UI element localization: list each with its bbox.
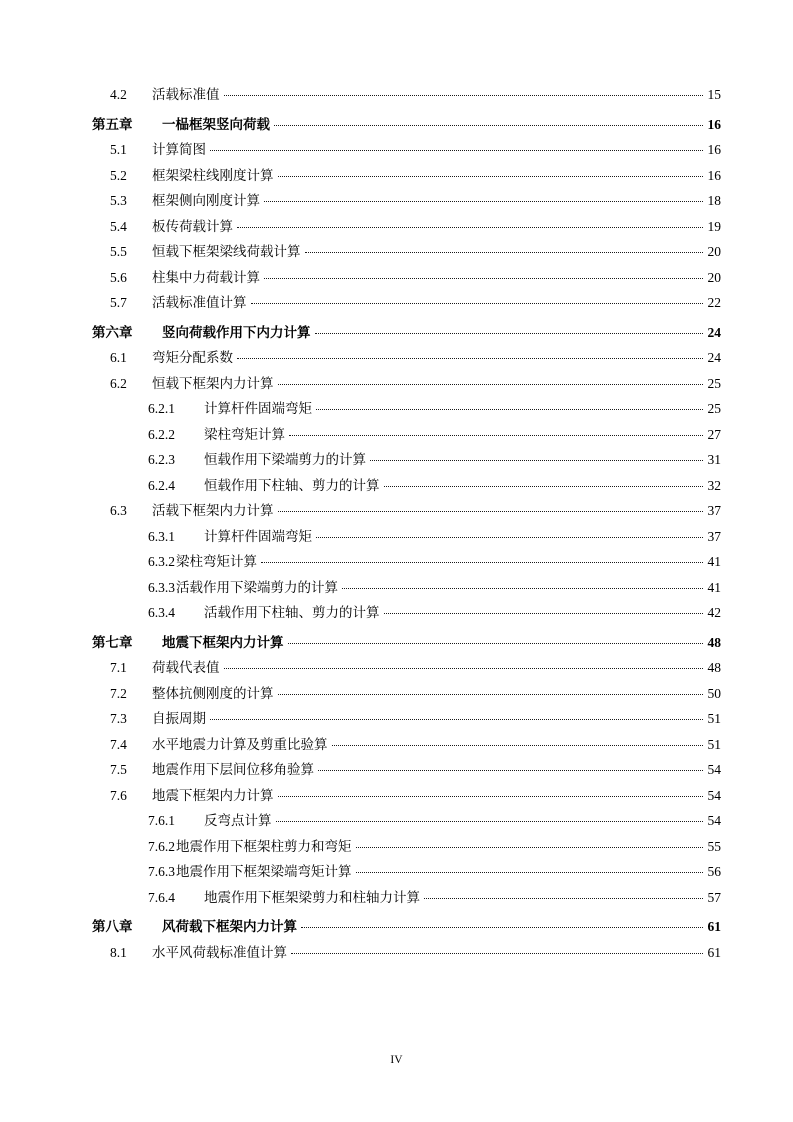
toc-entry-page-number: 31 bbox=[707, 452, 721, 467]
toc-entry-label bbox=[110, 946, 287, 960]
toc-leader-dots bbox=[224, 95, 704, 96]
toc-entry[interactable] bbox=[72, 220, 721, 234]
toc-entry-number: 5.2 bbox=[110, 167, 127, 183]
toc-entry[interactable] bbox=[72, 169, 721, 183]
toc-entry-label bbox=[110, 763, 314, 777]
table-of-contents bbox=[72, 88, 721, 959]
toc-entry[interactable] bbox=[72, 118, 721, 132]
toc-entry-number: 5.5 bbox=[110, 244, 127, 259]
toc-entry-title: 恒载下框架内力计算 bbox=[152, 375, 274, 391]
toc-entry-number: 5.3 bbox=[110, 193, 127, 208]
toc-entry-page-number: 54 bbox=[707, 787, 721, 803]
toc-entry-title: 恒载作用下柱轴、剪力的计算 bbox=[204, 477, 380, 493]
toc-leader-dots bbox=[237, 358, 703, 359]
toc-leader-dots bbox=[264, 201, 703, 202]
toc-entry-page-number: 24 bbox=[707, 350, 721, 365]
toc-entry-title: 地震下框架内力计算 bbox=[162, 634, 284, 650]
toc-entry-title: 计算杆件固端弯矩 bbox=[204, 401, 312, 416]
toc-entry-number: 7.6.3 bbox=[148, 864, 175, 879]
toc-entry-number: 7.1 bbox=[110, 660, 127, 675]
toc-entry-page-number: 41 bbox=[707, 579, 721, 595]
toc-entry-number: 7.6 bbox=[110, 787, 127, 803]
toc-entry-title: 地震下框架内力计算 bbox=[152, 787, 274, 803]
toc-leader-dots bbox=[278, 176, 704, 177]
toc-entry-label bbox=[92, 326, 311, 340]
toc-entry[interactable] bbox=[72, 920, 721, 934]
toc-entry-label bbox=[110, 143, 206, 157]
toc-entry-title: 计算简图 bbox=[152, 142, 206, 157]
toc-entry-title: 梁柱弯矩计算 bbox=[176, 554, 257, 569]
toc-entry[interactable] bbox=[72, 428, 721, 442]
toc-entry-title: 梁柱弯矩计算 bbox=[204, 426, 285, 442]
toc-entry-label bbox=[148, 428, 285, 442]
toc-entry-label bbox=[110, 789, 274, 803]
toc-leader-dots bbox=[370, 460, 703, 461]
toc-entry-number: 5.6 bbox=[110, 269, 127, 285]
toc-entry-number: 8.1 bbox=[110, 944, 127, 960]
toc-entry-number: 4.2 bbox=[110, 87, 127, 102]
toc-entry[interactable] bbox=[72, 946, 721, 960]
toc-entry-page-number: 51 bbox=[707, 711, 721, 726]
toc-leader-dots bbox=[274, 125, 703, 126]
toc-leader-dots bbox=[237, 227, 703, 228]
toc-entry-title: 活载下框架内力计算 bbox=[152, 503, 274, 518]
toc-entry[interactable] bbox=[72, 687, 721, 701]
toc-leader-dots bbox=[424, 898, 703, 899]
toc-entry-label bbox=[148, 840, 352, 854]
toc-entry-label bbox=[110, 661, 220, 675]
toc-entry[interactable] bbox=[72, 738, 721, 752]
toc-entry-number: 6.2.3 bbox=[148, 452, 175, 467]
toc-entry[interactable] bbox=[72, 789, 721, 803]
toc-entry-number: 7.5 bbox=[110, 762, 127, 777]
toc-entry-title: 柱集中力荷载计算 bbox=[152, 269, 260, 285]
toc-entry-title: 恒载下框架梁线荷载计算 bbox=[152, 244, 301, 259]
toc-entry-page-number: 16 bbox=[707, 116, 721, 132]
toc-entry-page-number: 61 bbox=[707, 919, 721, 934]
toc-entry-title: 水平地震力计算及剪重比验算 bbox=[152, 736, 328, 752]
toc-entry-page-number: 32 bbox=[707, 477, 721, 493]
toc-entry-number: 6.2.1 bbox=[148, 401, 175, 416]
toc-entry-label bbox=[148, 530, 312, 544]
toc-entry[interactable] bbox=[72, 606, 721, 620]
toc-entry-number: 第六章 bbox=[92, 324, 133, 340]
toc-leader-dots bbox=[384, 613, 704, 614]
toc-entry[interactable] bbox=[72, 143, 721, 157]
toc-entry-page-number: 18 bbox=[707, 193, 721, 208]
toc-leader-dots bbox=[384, 486, 704, 487]
toc-entry-label bbox=[110, 194, 260, 208]
toc-leader-dots bbox=[356, 847, 704, 848]
toc-leader-dots bbox=[315, 333, 704, 334]
toc-entry-label bbox=[110, 88, 220, 102]
toc-entry-label bbox=[148, 479, 380, 493]
toc-entry-label bbox=[148, 891, 420, 905]
toc-entry-title: 活载标准值计算 bbox=[152, 295, 247, 310]
toc-entry-title: 地震作用下框架柱剪力和弯矩 bbox=[176, 838, 352, 854]
toc-leader-dots bbox=[251, 303, 704, 304]
toc-entry[interactable] bbox=[72, 891, 721, 905]
toc-entry-number: 7.3 bbox=[110, 711, 127, 726]
toc-entry-label bbox=[92, 920, 297, 934]
toc-entry-page-number: 50 bbox=[707, 685, 721, 701]
toc-entry-label bbox=[148, 865, 352, 879]
toc-leader-dots bbox=[276, 821, 704, 822]
toc-leader-dots bbox=[264, 278, 703, 279]
toc-entry-title: 活载作用下梁端剪力的计算 bbox=[176, 579, 338, 595]
toc-leader-dots bbox=[278, 796, 704, 797]
toc-entry-page-number: 22 bbox=[707, 295, 721, 310]
toc-entry[interactable] bbox=[72, 840, 721, 854]
toc-leader-dots bbox=[278, 511, 704, 512]
toc-entry-title: 荷载代表值 bbox=[152, 660, 220, 675]
toc-entry-label bbox=[110, 271, 260, 285]
toc-entry-number: 7.6.1 bbox=[148, 813, 175, 828]
toc-entry-label bbox=[110, 738, 328, 752]
toc-leader-dots bbox=[210, 719, 703, 720]
toc-entry-title: 反弯点计算 bbox=[204, 813, 272, 828]
toc-entry-page-number: 25 bbox=[707, 375, 721, 391]
toc-entry-label bbox=[110, 220, 233, 234]
toc-entry-title: 活载标准值 bbox=[152, 87, 220, 102]
toc-entry[interactable] bbox=[72, 453, 721, 467]
toc-entry[interactable] bbox=[72, 402, 721, 416]
toc-entry-label bbox=[110, 504, 274, 518]
toc-entry-title: 计算杆件固端弯矩 bbox=[204, 528, 312, 544]
toc-entry-number: 6.2.2 bbox=[148, 426, 175, 442]
toc-leader-dots bbox=[356, 872, 704, 873]
toc-entry-label bbox=[110, 169, 274, 183]
toc-entry[interactable] bbox=[72, 636, 721, 650]
page-number-footer: IV bbox=[390, 1054, 403, 1066]
toc-entry[interactable] bbox=[72, 504, 721, 518]
toc-entry-number: 第五章 bbox=[92, 116, 133, 132]
toc-entry[interactable] bbox=[72, 377, 721, 391]
toc-leader-dots bbox=[288, 643, 704, 644]
toc-entry-page-number: 16 bbox=[707, 142, 721, 157]
toc-entry-page-number: 20 bbox=[707, 269, 721, 285]
toc-leader-dots bbox=[318, 770, 703, 771]
toc-entry-number: 6.3.4 bbox=[148, 605, 175, 620]
toc-entry-page-number: 24 bbox=[707, 324, 721, 340]
toc-entry-page-number: 42 bbox=[707, 605, 721, 620]
toc-entry-page-number: 48 bbox=[707, 660, 721, 675]
toc-leader-dots bbox=[261, 562, 703, 563]
toc-entry[interactable] bbox=[72, 555, 721, 569]
toc-entry-title: 竖向荷载作用下内力计算 bbox=[162, 324, 311, 340]
toc-entry-label bbox=[148, 814, 272, 828]
toc-entry-number: 第七章 bbox=[92, 634, 133, 650]
toc-entry[interactable] bbox=[72, 581, 721, 595]
toc-entry-title: 框架侧向刚度计算 bbox=[152, 193, 260, 208]
toc-entry-number: 5.4 bbox=[110, 218, 127, 234]
toc-entry[interactable] bbox=[72, 712, 721, 726]
toc-entry-label bbox=[110, 351, 233, 365]
toc-entry-number: 6.3.3 bbox=[148, 579, 175, 595]
toc-entry[interactable] bbox=[72, 88, 721, 102]
toc-entry-number: 6.2 bbox=[110, 375, 127, 391]
toc-entry-title: 水平风荷载标准值计算 bbox=[152, 944, 287, 960]
toc-leader-dots bbox=[278, 384, 704, 385]
toc-entry[interactable] bbox=[72, 814, 721, 828]
toc-entry[interactable] bbox=[72, 351, 721, 365]
toc-entry-page-number: 48 bbox=[707, 634, 721, 650]
toc-entry-title: 地震作用下框架梁端弯矩计算 bbox=[176, 864, 352, 879]
toc-entry-label bbox=[110, 296, 247, 310]
toc-entry-number: 6.2.4 bbox=[148, 477, 175, 493]
toc-entry-page-number: 54 bbox=[707, 762, 721, 777]
toc-entry[interactable] bbox=[72, 296, 721, 310]
toc-entry-page-number: 61 bbox=[707, 944, 721, 960]
toc-entry-page-number: 57 bbox=[707, 889, 721, 905]
toc-entry-title: 整体抗侧刚度的计算 bbox=[152, 685, 274, 701]
toc-leader-dots bbox=[289, 435, 703, 436]
toc-entry-label bbox=[148, 402, 312, 416]
toc-entry-label bbox=[110, 712, 206, 726]
toc-entry-label bbox=[92, 118, 270, 132]
toc-entry-number: 5.7 bbox=[110, 295, 127, 310]
toc-leader-dots bbox=[342, 588, 703, 589]
toc-leader-dots bbox=[332, 745, 704, 746]
toc-leader-dots bbox=[210, 150, 703, 151]
toc-leader-dots bbox=[301, 927, 703, 928]
toc-entry[interactable] bbox=[72, 479, 721, 493]
toc-entry-number: 第八章 bbox=[92, 919, 133, 934]
toc-entry-label bbox=[92, 636, 284, 650]
toc-entry-number: 5.1 bbox=[110, 142, 127, 157]
toc-entry-label bbox=[148, 555, 257, 569]
toc-leader-dots bbox=[291, 953, 703, 954]
toc-entry-page-number: 15 bbox=[707, 87, 721, 102]
toc-entry-page-number: 37 bbox=[707, 503, 721, 518]
toc-leader-dots bbox=[316, 537, 703, 538]
toc-entry-number: 6.3.1 bbox=[148, 528, 175, 544]
toc-entry-page-number: 16 bbox=[707, 167, 721, 183]
toc-entry-title: 框架梁柱线刚度计算 bbox=[152, 167, 274, 183]
toc-entry-page-number: 27 bbox=[707, 426, 721, 442]
toc-entry[interactable] bbox=[72, 661, 721, 675]
toc-entry[interactable] bbox=[72, 271, 721, 285]
toc-entry-number: 7.6.4 bbox=[148, 889, 175, 905]
toc-entry-title: 活载作用下柱轴、剪力的计算 bbox=[204, 605, 380, 620]
toc-entry[interactable] bbox=[72, 326, 721, 340]
toc-entry-label bbox=[110, 245, 301, 259]
toc-leader-dots bbox=[278, 694, 704, 695]
toc-entry-title: 恒载作用下梁端剪力的计算 bbox=[204, 452, 366, 467]
toc-entry-label bbox=[148, 606, 380, 620]
toc-entry-page-number: 56 bbox=[707, 864, 721, 879]
toc-entry-number: 6.3 bbox=[110, 503, 127, 518]
toc-entry[interactable] bbox=[72, 865, 721, 879]
toc-entry-title: 地震作用下框架梁剪力和柱轴力计算 bbox=[204, 889, 420, 905]
toc-leader-dots bbox=[305, 252, 704, 253]
toc-entry[interactable] bbox=[72, 245, 721, 259]
toc-entry-page-number: 51 bbox=[707, 736, 721, 752]
toc-entry-title: 弯矩分配系数 bbox=[152, 350, 233, 365]
toc-entry-number: 7.4 bbox=[110, 736, 127, 752]
toc-entry-number: 6.3.2 bbox=[148, 554, 175, 569]
toc-entry-page-number: 55 bbox=[707, 838, 721, 854]
toc-entry-title: 一榀框架竖向荷载 bbox=[162, 116, 270, 132]
toc-entry[interactable] bbox=[72, 763, 721, 777]
toc-entry-title: 风荷载下框架内力计算 bbox=[162, 919, 297, 934]
toc-entry-page-number: 19 bbox=[707, 218, 721, 234]
toc-entry-label bbox=[148, 581, 338, 595]
toc-entry-number: 7.2 bbox=[110, 685, 127, 701]
toc-entry-page-number: 41 bbox=[707, 554, 721, 569]
toc-entry-page-number: 37 bbox=[707, 528, 721, 544]
toc-entry[interactable] bbox=[72, 194, 721, 208]
toc-entry-title: 自振周期 bbox=[152, 711, 206, 726]
toc-entry-number: 7.6.2 bbox=[148, 838, 175, 854]
toc-leader-dots bbox=[224, 668, 704, 669]
toc-entry-title: 地震作用下层间位移角验算 bbox=[152, 762, 314, 777]
toc-leader-dots bbox=[316, 409, 703, 410]
toc-entry-page-number: 54 bbox=[707, 813, 721, 828]
toc-entry-label bbox=[148, 453, 366, 467]
toc-entry-page-number: 25 bbox=[707, 401, 721, 416]
toc-entry[interactable] bbox=[72, 530, 721, 544]
toc-entry-number: 6.1 bbox=[110, 350, 127, 365]
toc-entry-label bbox=[110, 377, 274, 391]
toc-entry-label bbox=[110, 687, 274, 701]
toc-entry-title: 板传荷载计算 bbox=[152, 218, 233, 234]
toc-entry-page-number: 20 bbox=[707, 244, 721, 259]
